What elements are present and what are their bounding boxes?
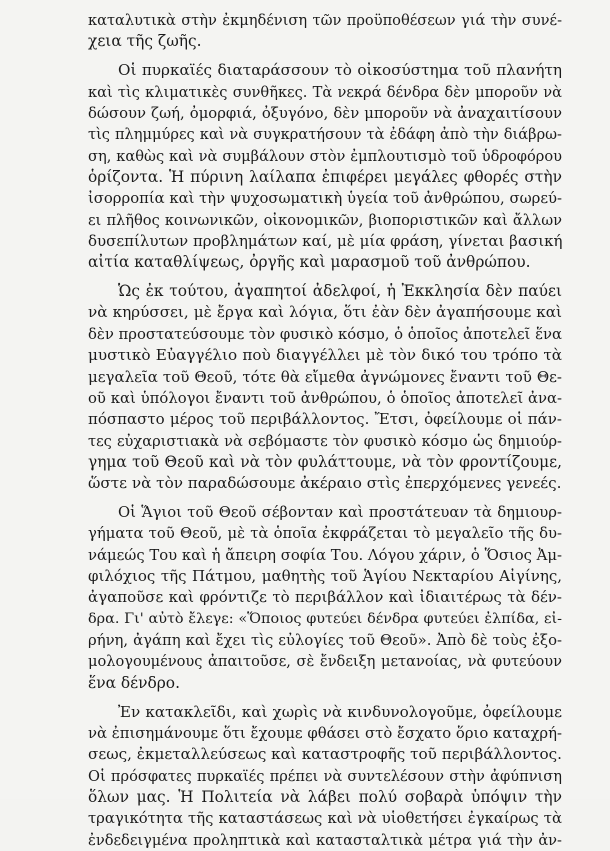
paragraph bbox=[88, 702, 562, 851]
text-line: οῦ καὶ ὑπόλογοι ἔναντι τοῦ ἀνθρώπου, ὁ ὁποῖος ἀποτελεῖ ἀνα- bbox=[88, 389, 562, 407]
text-line: χεια τῆς ζωῆς. bbox=[88, 32, 202, 51]
text-line: καταλυτικὰ στὴν ἐκμηδένιση τῶν προϋποθέσεων γιά τὴν συνέ- bbox=[88, 12, 562, 29]
text-line: μεγαλεῖα τοῦ Θεοῦ, τότε θὰ εἴμεθα ἀγνώμονες ἔναντι τοῦ Θε- bbox=[88, 367, 562, 386]
text-line: νάμεώς Του καὶ ἡ ἄπειρη σοφία Του. Λόγου χάριν, ὁ Ὅσιος Ἀμ- bbox=[88, 546, 562, 564]
text-line: ση, καθὼς καὶ νὰ συμβάλουν στὸν ἐμπλουτισμὸ τοῦ ὑδροφόρου bbox=[88, 147, 562, 165]
text-line: ἀγαποῦσε καὶ φρόντιζε τὸ περιβάλλον καὶ ἰδιαιτέρως τὰ δέν- bbox=[88, 588, 562, 607]
text-line: ει πλῆθος κοινωνικῶν, οἰκονομικῶν, βιοποριστικῶν καὶ ἄλλων bbox=[88, 211, 562, 229]
text-line: νὰ ἐπισημάνουμε ὅτι ἔχουμε φθάσει στὸ ἔσχατο ὅριο καταχρή- bbox=[88, 725, 562, 742]
text-line: δώσουν ζωή, ὀμορφιά, ὀξυγόνο, δὲν μποροῦν νὰ ἀναχαιτίσουν bbox=[88, 104, 562, 122]
text-line: ἕνα δένδρο. bbox=[88, 673, 180, 692]
text-line: ὅλων μας. Ἡ Πολιτεία νὰ λάβει πολύ σοβαρὰ ὑπόψιν τὴν bbox=[88, 788, 562, 807]
text-line: γήματα τοῦ Θεοῦ, μὲ τὰ ὁποῖα ἐκφράζεται τὸ μεγαλεῖο τῆς δυ- bbox=[88, 525, 562, 543]
paragraph bbox=[88, 10, 562, 53]
body-text bbox=[88, 10, 562, 851]
text-line: μυστικὸ Εὐαγγέλιο ποὺ διαγγέλλει μὲ τὸν δικό του τρόπο τὰ bbox=[88, 346, 562, 365]
text-line: Οἱ Ἅγιοι τοῦ Θεοῦ σέβονταν καὶ προστάτευαν τὰ δημιουρ- bbox=[118, 504, 562, 522]
paragraph bbox=[88, 281, 562, 494]
text-line: Ἐν κατακλεῖδι, καὶ χωρὶς νὰ κινδυνολογοῦμε, ὀφείλουμε bbox=[118, 702, 562, 721]
text-line: αἰτία καταθλίψεως, ὀργῆς καὶ μαρασμοῦ τοῦ ἀνθρώπου. bbox=[88, 253, 531, 272]
text-line: δρα. Γι' αὐτὸ ἔλεγε: «Ὅποιος φυτεύει δένδρα φυτεύει ἐλπίδα, εἰ- bbox=[88, 610, 562, 627]
text-line: ρήνη, ἀγάπη καὶ ἔχει τὶς εὐλογίες τοῦ Θεοῦ». Ἀπὸ δὲ τοὺς ἐξο- bbox=[88, 632, 562, 650]
text-line: τὶς πλημμύρες καὶ νὰ συγκρατήσουν τὰ ἐδάφη ἀπὸ τὴν διάβρω- bbox=[88, 126, 562, 144]
text-line: μολογουμένους ἀπαιτοῦσε, σὲ ἔνδειξη μετανοίας, νὰ φυτεύουν bbox=[88, 653, 562, 671]
text-line: τες εὐχαριστιακὰ νὰ σεβόμαστε τὸν φυσικὸ κόσμο ὡς δημιούρ- bbox=[88, 432, 562, 450]
text-line: Ὡς ἐκ τούτου, ἀγαπητοί ἀδελφοί, ἡ Ἐκκλησία δὲν παύει bbox=[118, 282, 562, 301]
text-line: Οἱ πρόσφατες πυρκαϊές πρέπει νὰ συντελέσουν στὴν ἀφύπνιση bbox=[88, 767, 562, 785]
text-line: σεως, ἐκμεταλλεύσεως καὶ καταστροφῆς τοῦ περιβάλλοντος. bbox=[88, 745, 562, 764]
text-line: ἐνδεδειγμένα προληπτικὰ καὶ κατασταλτικὰ μέτρα γιά τὴν ἀν- bbox=[88, 831, 562, 849]
text-line: καὶ τὶς κλιματικὲς συνθῆκες. Τὰ νεκρά δένδρα δὲν μποροῦν νὰ bbox=[88, 83, 562, 101]
text-line: ὥστε νὰ τὸν παραδώσουμε ἀκέραιο στὶς ἐπερχόμενες γενεές. bbox=[88, 474, 562, 493]
text-line: νὰ κηρύσσει, μὲ ἔργα καὶ λόγια, ὅτι ἐὰν δὲν ἀγαπήσουμε καὶ bbox=[88, 303, 562, 322]
paragraph bbox=[88, 60, 562, 273]
text-line: γημα τοῦ Θεοῦ καὶ νὰ τὸν φυλάττουμε, νὰ τὸν φροντίζουμε, bbox=[88, 452, 562, 471]
text-line: Οἱ πυρκαϊές διαταράσσουν τὸ οἰκοσύστημα τοῦ πλανήτη bbox=[118, 61, 562, 80]
text-line: δὲν προστατεύσουμε τὸν φυσικὸ κόσμο, ὁ ὁποῖος ἀποτελεῖ ἕνα bbox=[88, 325, 562, 343]
text-line: δυσεπίλυτων προβλημάτων καί, μὲ μία φράση, γίνεται βασική bbox=[88, 231, 563, 250]
text-line: πόσπαστο μέρος τοῦ περιβάλλοντος. Ἔτσι, ὀφείλουμε οἱ πάν- bbox=[88, 410, 562, 429]
paragraph bbox=[88, 502, 562, 694]
text-line: ἰσορροπία καὶ τὴν ψυχοσωματικὴ ὑγεία τοῦ ἀνθρώπου, σωρεύ- bbox=[88, 190, 562, 208]
text-line: τραγικότητα τῆς καταστάσεως καὶ νὰ υἱοθετήσει ἐγκαίρως τὰ bbox=[88, 810, 562, 828]
text-line: ὁρίζοντα. Ἡ πύρινη λαίλαπα ἐπιφέρει μεγάλες φθορές στὴν bbox=[88, 167, 562, 186]
text-line: φιλόχιος τῆς Πάτμου, μαθητὴς τοῦ Ἁγίου Νεκταρίου Αἰγίνης, bbox=[88, 567, 562, 586]
